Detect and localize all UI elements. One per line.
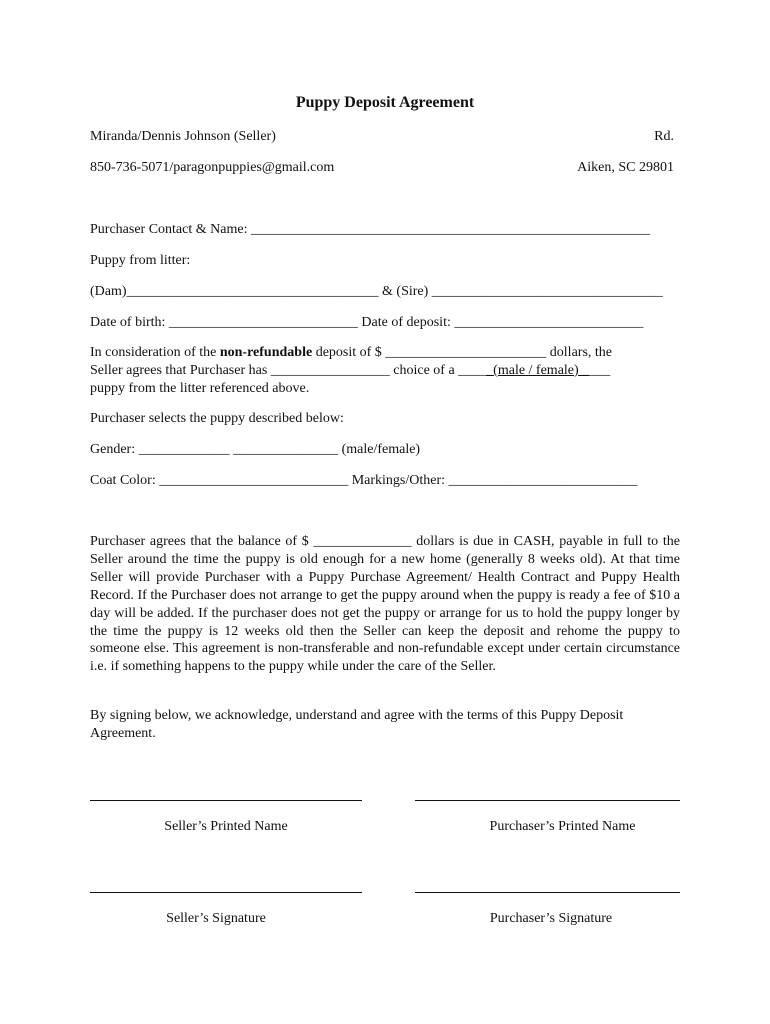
seller-signature-label: Seller’s Signature	[166, 911, 266, 926]
seller-printed-name-line	[90, 800, 362, 801]
purchaser-signature-line	[415, 892, 680, 893]
balance-terms-paragraph: Purchaser agrees that the balance of $ ______________ dollars is due in CASH, payable in full to the Seller around the time the puppy is old enough for a new home (generally 8 weeks old). At that time Seller will provide Purchaser with a Puppy Purchase Agreement/ Health Contract and Puppy Health Record. If the Purchaser does not arrange to get the puppy around when the puppy is ready a fee of $10 a day will be added. If the purchaser does not get the puppy or arrange for us to hold the puppy longer by the time the puppy is 12 weeks old then the Seller can keep the deposit and rehome the puppy to someone else. This agreement is non-transferable and non-refundable except under certain circumstance i.e. if something happens to the puppy while under the care of the Seller.	[90, 534, 680, 675]
consideration-line-1	[90, 344, 612, 361]
gender-field: Gender: _____________ _______________ (male/female)	[90, 442, 421, 457]
document-title: Puppy Deposit Agreement	[295, 94, 475, 111]
purchaser-contact-field: Purchaser Contact & Name: _________________________________________________________	[90, 222, 650, 237]
gender-choice: _(male / female) _	[486, 363, 590, 378]
consideration-choice-tail: ___	[589, 363, 611, 378]
consideration-text-a: In consideration of the	[90, 345, 220, 360]
purchaser-printed-name-line	[415, 800, 680, 801]
consideration-choice-text: Seller agrees that Purchaser has _________________ choice of a ____	[90, 363, 487, 378]
acknowledgement-paragraph: By signing below, we acknowledge, understand and agree with the terms of this Puppy Deposit Agreement.	[90, 708, 624, 741]
puppy-from-litter-label: Puppy from litter:	[90, 253, 191, 268]
consideration-line-2	[90, 362, 610, 379]
consideration-text-b: deposit of $ _______________________ dollars, the	[312, 345, 612, 360]
purchaser-printed-name-label: Purchaser’s Printed Name	[489, 819, 636, 834]
seller-address-road: Rd.	[654, 129, 674, 144]
seller-city: Aiken, SC 29801	[577, 160, 674, 175]
seller-signature-line	[90, 892, 362, 893]
seller-printed-name-label: Seller’s Printed Name	[164, 819, 288, 834]
seller-contact: 850-736-5071/paragonpuppies@gmail.com	[90, 160, 335, 175]
non-refundable-emphasis: non-refundable	[219, 345, 313, 360]
consideration-line-3: puppy from the litter referenced above.	[90, 381, 310, 396]
coat-markings-field: Coat Color: ___________________________ Markings/Other: ___________________________	[90, 473, 638, 488]
dates-field: Date of birth: ___________________________ Date of deposit: ___________________________	[90, 315, 644, 330]
purchaser-signature-label: Purchaser’s Signature	[489, 911, 613, 926]
puppy-selection-label: Purchaser selects the puppy described below:	[90, 411, 344, 426]
dam-sire-field: (Dam)____________________________________ & (Sire) _________________________________	[90, 284, 663, 299]
seller-name: Miranda/Dennis Johnson (Seller)	[90, 129, 276, 144]
